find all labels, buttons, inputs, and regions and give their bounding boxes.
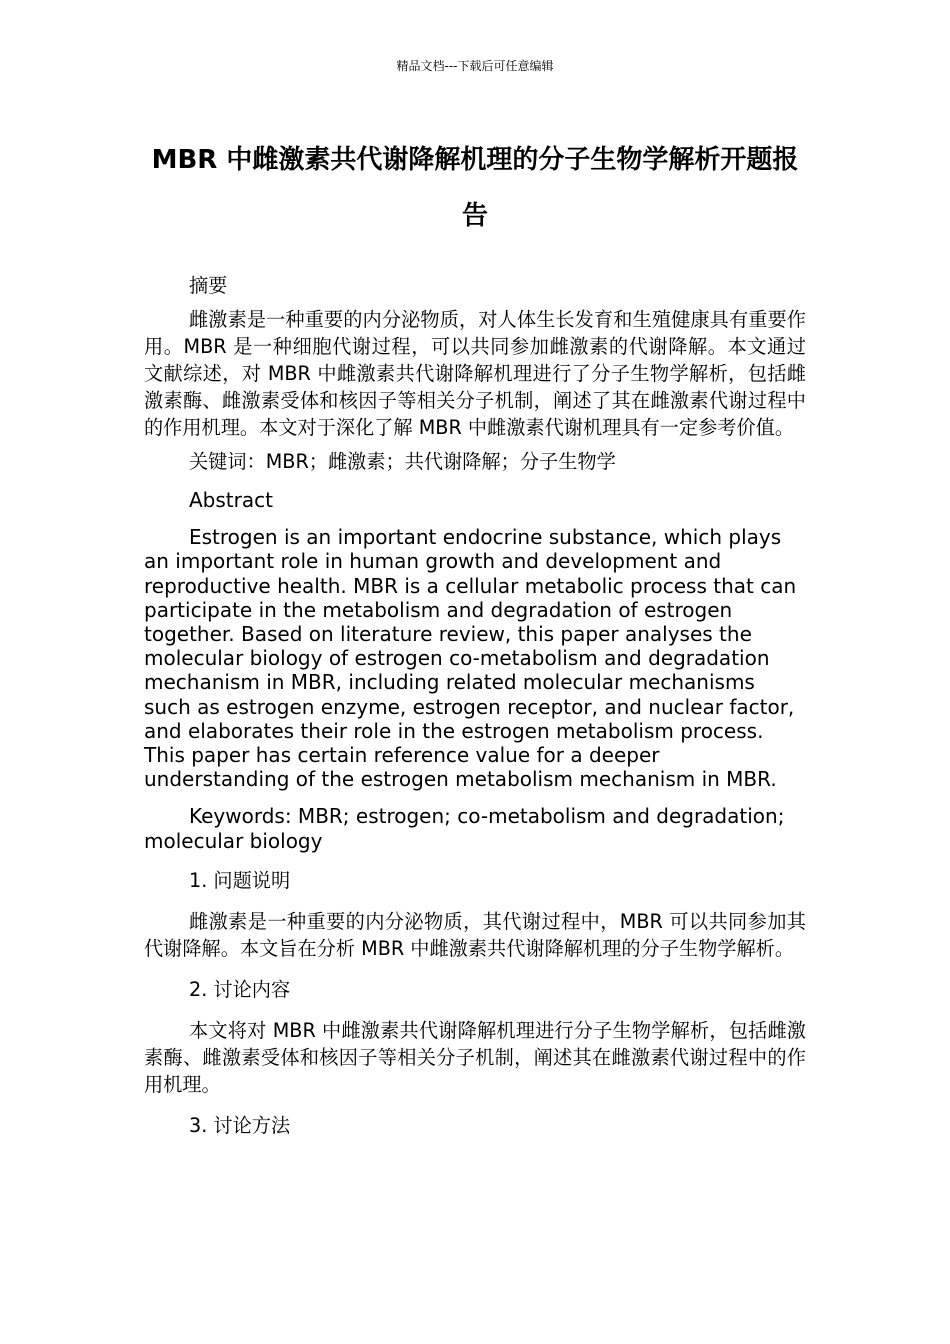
abstract-cn-body: 雌激素是一种重要的内分泌物质，对人体生长发育和生殖健康具有重要作用。MBR 是一种细胞代谢过程，可以共同参加雌激素的代谢降解。本文通过文献综述，对 MBR 中雌激素共代谢降解机理进行了分子生物学解析，包括雌激素酶、雌激素受体和核因子等相关分子机制，阐述了其在雌激素代谢过程中的作用机理。本文对于深化了解 MBR 中雌激素代谢机理具有一定参考价值。 — [144, 308, 806, 439]
abstract-en-keywords: Keywords: MBR; estrogen; co-metabolism and degradation; molecular biology — [144, 804, 785, 853]
header-note: 精品文档---下载后可任意编辑 — [396, 59, 554, 73]
section-2-body: 本文将对 MBR 中雌激素共代谢降解机理进行分子生物学解析，包括雌激素酶、雌激素受体和核因子等相关分子机制，阐述其在雌激素代谢过程中的作用机理。 — [144, 1018, 806, 1096]
abstract-en-body: Estrogen is an important endocrine substance, which plays an important role in human growth and development and reproductive health. MBR is a cellular metabolic process that can participate in the metabolism and degradation of estrogen together. Based on literature review, this paper analyses the molecular biology of estrogen co-metabolism and degradation mechanism in MBR, including related molecular mechanisms such as estrogen enzyme, estrogen receptor, and nuclear factor, and elaborates their role in the estrogen metabolism process. This paper has certain reference value for a deeper understanding of the estrogen metabolism mechanism in MBR. — [144, 525, 797, 792]
abstract-en-heading: Abstract — [189, 488, 273, 512]
section-1-body: 雌激素是一种重要的内分泌物质，其代谢过程中，MBR 可以共同参加其代谢降解。本文旨在分析 MBR 中雌激素共代谢降解机理的分子生物学解析。 — [144, 909, 806, 960]
abstract-cn-keywords: 关键词：MBR；雌激素；共代谢降解；分子生物学 — [189, 450, 616, 473]
document-title: MBR 中雌激素共代谢降解机理的分子生物学解析开题报告 — [151, 145, 799, 231]
section-2-heading: 2. 讨论内容 — [189, 977, 291, 1001]
section-3-heading: 3. 讨论方法 — [189, 1113, 291, 1137]
section-1-heading: 1. 问题说明 — [189, 868, 291, 892]
abstract-cn-heading: 摘要 — [189, 274, 228, 297]
document-body — [144, 272, 806, 1139]
